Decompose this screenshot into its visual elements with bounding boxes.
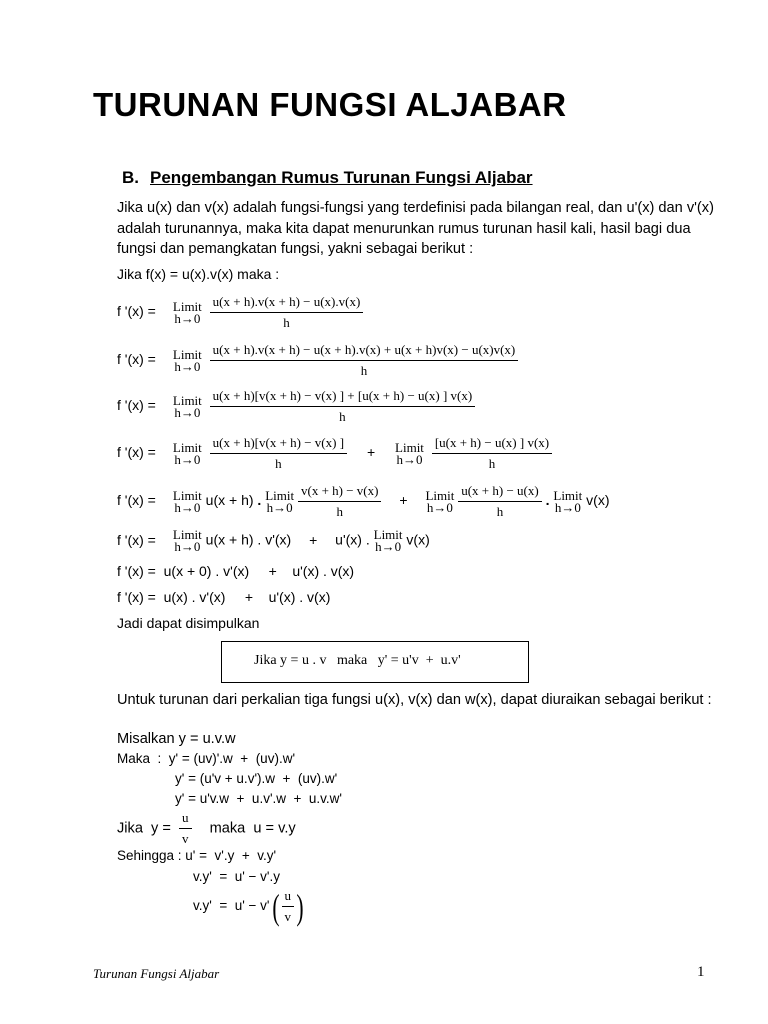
sehingga-line-2: v.y' = u' − v'.y	[193, 869, 281, 884]
plus-sign: +	[309, 531, 318, 548]
limit-operator: Limit h→0	[172, 439, 202, 467]
conclusion-text: Jadi dapat disimpulkan	[117, 615, 260, 631]
fraction: $\frac{u(x + h)[v(x + h) - v(x) ] + [u(x + h) - u(x) ] v(x)}{h}$	[210, 388, 476, 425]
misalkan-line: Misalkan y = u.v.w	[117, 731, 236, 747]
maka-line-3: y' = u'v.w + u.v'.w + u.v.w'	[175, 791, 342, 806]
right-paren: )	[296, 886, 304, 927]
fraction: $\frac{[u(x + h) - u(x) ] v(x)}{h}$	[432, 435, 552, 472]
fraction: $\frac{u(x + h).v(x + h) - u(x).v(x)}{h}$	[210, 294, 364, 331]
limit-operator: Limit h→0	[265, 487, 295, 515]
limit-operator: Limit h→0	[553, 487, 583, 515]
maka-line-2: y' = (u'v + u.v').w + (uv).w'	[175, 771, 338, 786]
fprime-label: f '(x) =	[117, 531, 156, 548]
maka-line-1: Maka : y' = (uv)'.w + (uv).w'	[117, 751, 296, 766]
fraction: $\frac{u(x + h)[v(x + h) - v(x) ]}{h}$	[210, 435, 347, 472]
dot-operator: .	[545, 492, 550, 509]
equation-2	[117, 342, 518, 379]
term: v(x)	[586, 492, 610, 509]
fprime-label: f '(x) =	[117, 492, 156, 509]
equation-1	[117, 294, 363, 331]
term: v(x)	[406, 531, 430, 548]
equation-6	[117, 529, 430, 553]
fraction: $\frac{u(x + h).v(x + h) - u(x + h).v(x) + u(x + h)v(x) - u(x)v(x)}{h}$	[210, 342, 519, 379]
equation-4	[117, 435, 552, 472]
fraction: $\frac{u(x + h) - u(x)}{h}$	[458, 483, 541, 520]
section-number: B.	[122, 168, 139, 187]
limit-operator: Limit h→0	[172, 487, 202, 515]
page-title: TURUNAN FUNGSI ALJABAR	[93, 86, 567, 123]
equation-7: f '(x) = u(x + 0) . v'(x) + u'(x) . v(x)	[117, 563, 355, 579]
fraction: $\frac{u}{v}$	[282, 888, 295, 925]
fprime-label: f '(x) =	[117, 351, 156, 368]
quotient-line	[117, 810, 296, 847]
dot-operator: .	[257, 492, 262, 509]
limit-operator: Limit h→0	[172, 298, 202, 326]
fprime-label: f '(x) =	[117, 444, 156, 461]
plus-sign: +	[399, 492, 408, 509]
section-heading	[122, 168, 533, 188]
plus-sign: +	[366, 444, 376, 461]
three-function-intro: Untuk turunan dari perkalian tiga fungsi u(x), v(x) dan w(x), dapat diuraikan sebagai berikut :	[117, 692, 712, 708]
sehingga-line-1: Sehingga : u' = v'.y + v.y'	[117, 848, 277, 863]
limit-operator: Limit h→0	[172, 392, 202, 420]
footer-title: Turunan Fungsi Aljabar	[93, 966, 220, 981]
fprime-label: f '(x) =	[117, 397, 156, 414]
fraction: $\frac{u}{v}$	[179, 810, 192, 847]
equation-3	[117, 388, 475, 425]
intro-paragraph: Jika u(x) dan v(x) adalah fungsi-fungsi yang terdefinisi pada bilangan real, dan u'(x) dan v'(x) adalah turunannya, maka kita dapat menurunkan rumus turunan hasil kali, hasil bagi dua fungsi dan pemangkatan fungsi, yakni sebagai berikut :	[117, 200, 714, 257]
limit-operator: Limit h→0	[373, 527, 403, 554]
equation-5	[117, 483, 609, 520]
left-paren: (	[271, 886, 280, 927]
product-rule: Jika y = u . v maka y' = u'v + u.v'	[254, 653, 461, 668]
limit-operator: Limit h→0	[172, 346, 202, 374]
equation-8: f '(x) = u(x) . v'(x) + u'(x) . v(x)	[117, 589, 331, 605]
term: v.y' = u' − v'	[193, 898, 270, 914]
fraction: $\frac{v(x + h) - v(x)}{h}$	[298, 483, 381, 520]
section-title: Pengembangan Rumus Turunan Fungsi Aljabar	[150, 168, 533, 187]
quotient-maka: maka u = v.y	[209, 820, 296, 837]
limit-operator: Limit h→0	[172, 527, 202, 554]
limit-operator: Limit h→0	[395, 439, 424, 467]
jika-line: Jika f(x) = u(x).v(x) maka :	[117, 266, 280, 282]
fprime-label: f '(x) =	[117, 303, 156, 320]
sehingga-line-3	[193, 888, 306, 925]
term: u(x + h)	[205, 492, 254, 509]
term: u(x + h) . v'(x)	[205, 531, 292, 548]
page-number: 1	[697, 964, 705, 980]
product-rule-box	[221, 641, 529, 683]
limit-operator: Limit h→0	[425, 487, 455, 515]
quotient-jika: Jika y =	[117, 820, 171, 837]
term: u'(x) .	[335, 531, 370, 548]
